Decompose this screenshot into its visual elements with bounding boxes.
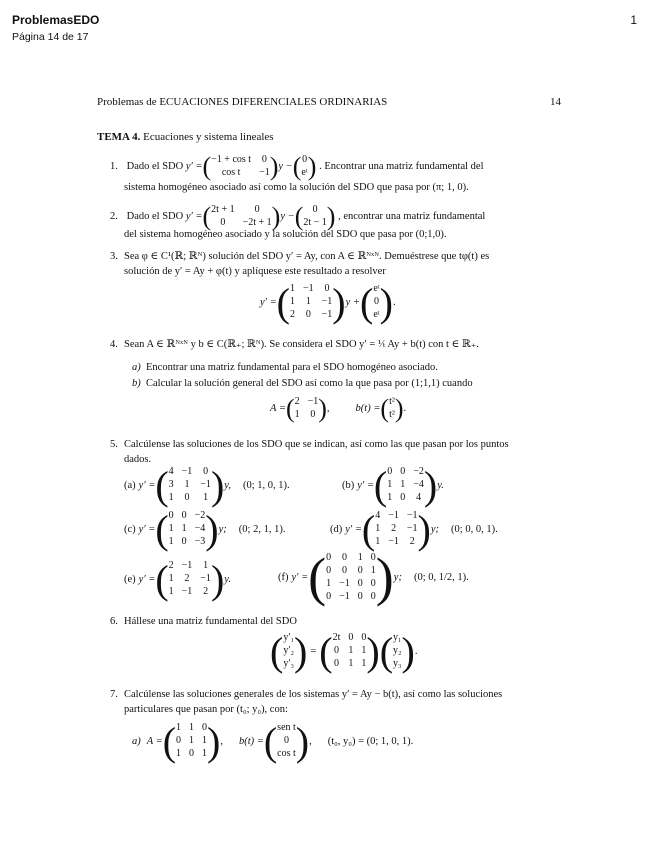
page-number: 1	[630, 13, 637, 27]
problem-2-line2: del sistema homogéneo asociado y la solución del SDO que pasa por (0;1,0).	[124, 229, 447, 240]
problem-1: 1. Dado el SDO y′ = ( −1 + cos t 0 cos t −1 ) y − ( 0 eᵗ ) . Encontrar una matriz fundamental del	[110, 152, 484, 181]
document-name: ProblemasEDO	[12, 13, 100, 27]
problem-3: 3. Sea φ ∈ C¹(ℝ; ℝᴺ) solución del SDO y′ = Ay, con A ∈ ℝᴺˣᴺ. Demuéstrese que tφ(t) es	[110, 251, 490, 262]
problem-7-line2: particulares que pasan por (t₀; y₀), con:	[124, 704, 288, 715]
problem-4b: b) Calcular la solución general del SDO así como la que pasa por (1;1,1) cuando	[132, 378, 473, 389]
problem-6-equation: ( y′₁ y′₂ y′₃ ) = ( 2t 0 0 0 1 1 0 1 1 ) ( y₁ y₂ y₃ ) .	[270, 628, 418, 674]
problem-5f: (f) y′ = ( 0 0 1 0 0 0 0 1 1 −1 0 0 0 −1 0 0 ) y; (0; 0, 1/2, 1).	[278, 547, 469, 607]
problem-5-line2: dados.	[124, 454, 152, 465]
problem-4: 4. Sean A ∈ ℝᴺˣᴺ y b ∈ C(ℝ₊; ℝᴺ). Se considera el SDO y′ = ¹⁄ₜ Ay + b(t) con t ∈ ℝ₊.	[110, 339, 479, 350]
problem-7a: a) A = ( 1 1 0 0 1 1 1 0 1 ) , b(t) = ( sen t 0 cos t ) , (t₀, y₀) = (0; 1, 0, 1).	[132, 718, 414, 764]
doc-page-number: 14	[550, 96, 561, 108]
doc-title: Problemas de ECUACIONES DIFERENCIALES ORDINARIAS	[97, 96, 388, 108]
tema-heading: TEMA 4. Ecuaciones y sistema lineales	[97, 131, 274, 143]
problem-6: 6. Hállese una matriz fundamental del SDO	[110, 616, 297, 627]
problem-7: 7. Calcúlense las soluciones generales de los sistemas y′ = Ay − b(t), así como las soluciones	[110, 689, 503, 700]
page-of-label: Página 14 de 17	[12, 31, 89, 43]
problem-5: 5. Calcúlense las soluciones de los SDO que se indican, así como las que pasan por los puntos	[110, 439, 509, 450]
problem-5b: (b) y′ = ( 0 0 −2 1 1 −4 1 0 4 ) y.	[342, 462, 444, 508]
problem-4a: a) Encontrar una matriz fundamental para el SDO homogéneo asociado.	[132, 362, 438, 373]
problem-4-equation: A = ( 2 −1 1 0 ) , b(t) = ( t² t² ) .	[270, 394, 407, 423]
problem-5e: (e) y′ = ( 2 −1 1 1 2 −1 1 −1 2 ) y.	[124, 556, 231, 602]
problem-2: 2. Dado el SDO y′ = ( 2t + 1 0 0 −2t + 1 ) y − ( 0 2t − 1 ) , encontrar una matriz fundamental	[110, 202, 486, 231]
problem-5d: (d) y′ = ( 4 −1 −1 1 2 −1 1 −1 2 ) y; (0; 0, 0, 1).	[330, 506, 498, 552]
problem-3-equation: y′ = ( 1 −1 0 1 1 −1 2 0 −1 ) y + ( eᵗ 0 eᵗ ) .	[260, 279, 396, 325]
problem-1-line2: sistema homogéneo asociado así como la solución del SDO que pasa por (π; 1, 0).	[124, 182, 469, 193]
problem-3-line2: solución de y′ = Ay + φ(t) y aplíquese este resultado a resolver	[124, 266, 386, 277]
problem-5a: (a) y′ = ( 4 −1 0 3 1 −1 1 0 1 ) y, (0; 1, 0, 1).	[124, 462, 290, 508]
problem-5c: (c) y′ = ( 0 0 −2 1 1 −4 1 0 −3 ) y; (0; 2, 1, 1).	[124, 506, 286, 552]
